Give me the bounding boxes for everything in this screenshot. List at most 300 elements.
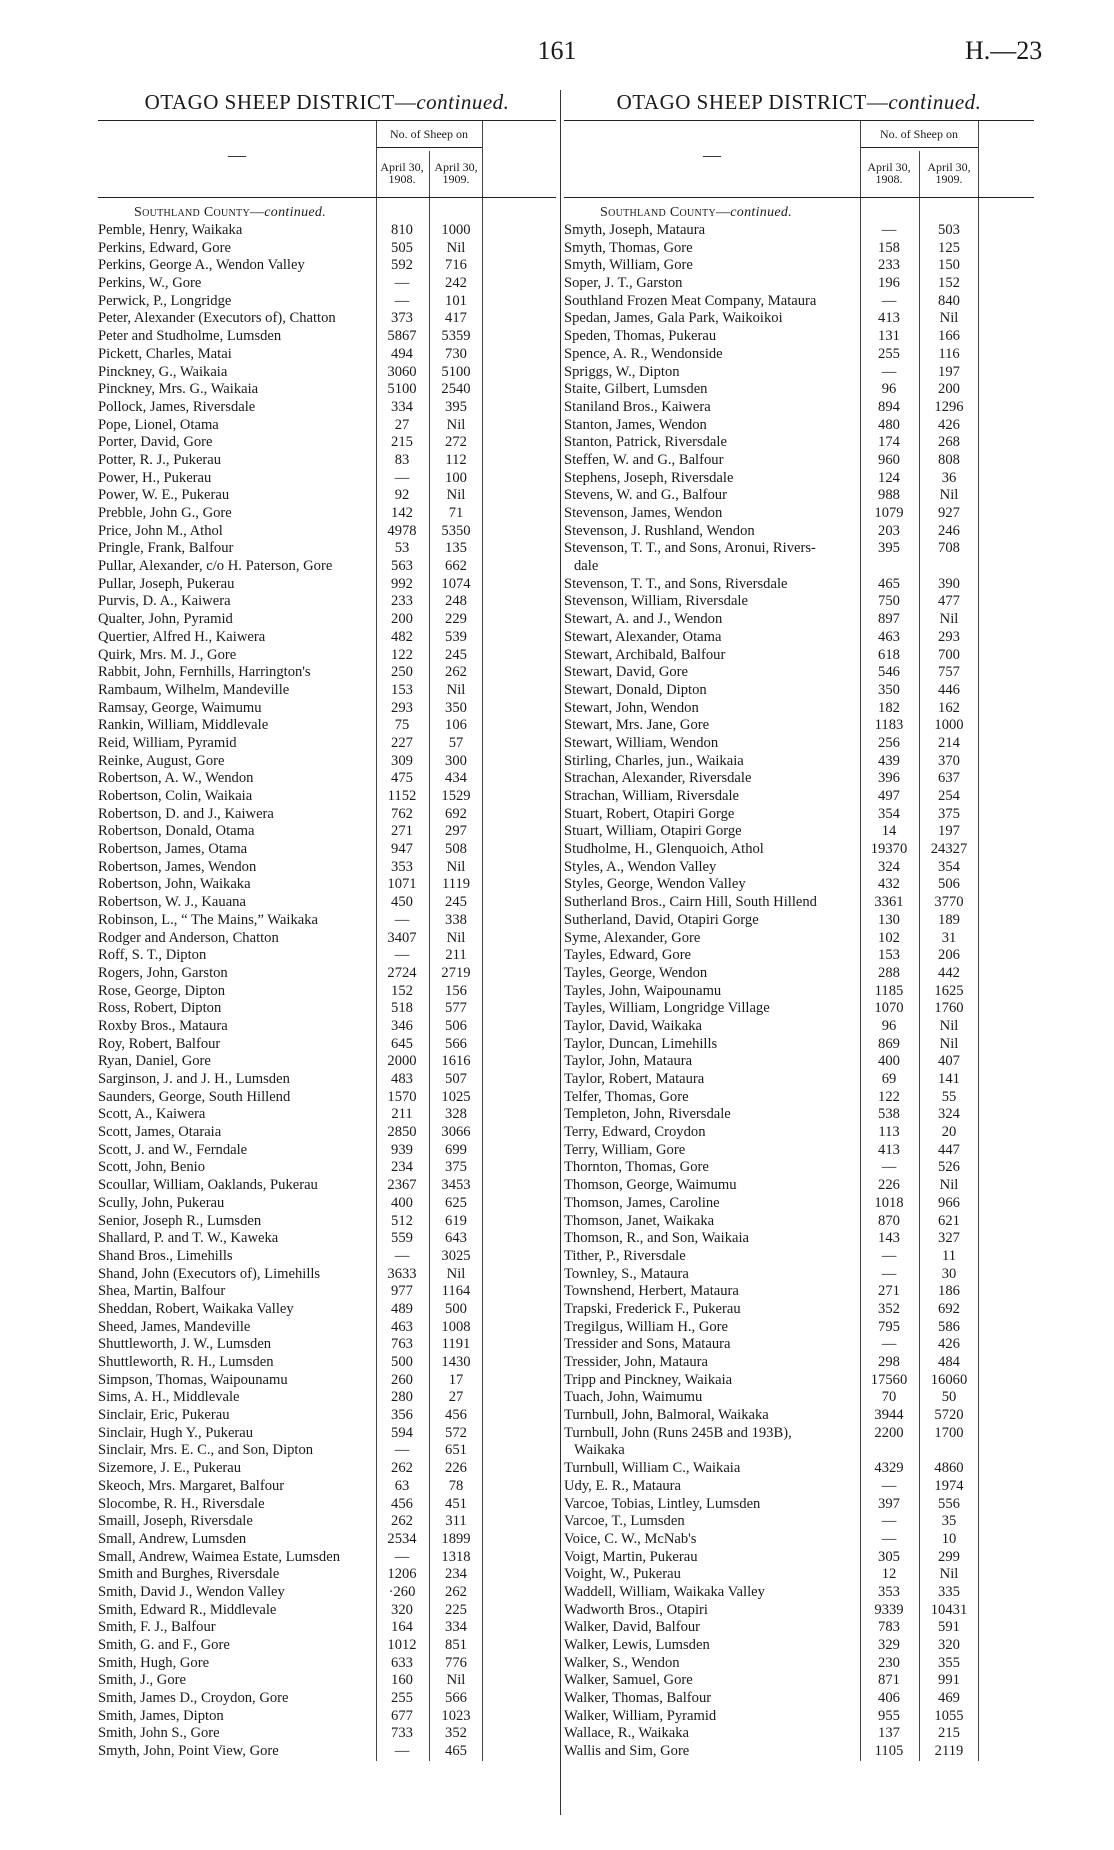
table-row (98, 364, 556, 382)
sheep-1909: 390 (938, 575, 960, 592)
sheep-1909: 3453 (441, 1177, 471, 1194)
sheep-1909: 328 (445, 1106, 467, 1123)
table-row (98, 876, 556, 894)
sheep-1908: 733 (391, 1725, 413, 1742)
table-row (98, 753, 556, 771)
table-row (564, 1496, 1034, 1514)
table-row (98, 470, 556, 488)
sheep-1909: 2540 (441, 381, 471, 398)
owner-name-line: Ryan, Daniel, Gore (98, 1053, 211, 1070)
table-row (98, 505, 556, 523)
sheep-1909: 446 (938, 681, 960, 698)
owner-name-line: Turnbull, John, Balmoral, Waikaka (564, 1407, 769, 1424)
table-row (98, 682, 556, 700)
table-row (98, 1584, 556, 1602)
owner-name (564, 1018, 860, 1036)
sheep-1908: 353 (391, 858, 413, 875)
owner-name-line: Sheed, James, Mandeville (98, 1318, 251, 1335)
owner-name-line: Perkins, Edward, Gore (98, 239, 231, 256)
owner-name-line: Tayles, John, Waipounamu (564, 982, 722, 999)
table-row (98, 1407, 556, 1425)
sheep-1908: 329 (878, 1637, 900, 1654)
table-row (564, 1672, 1034, 1690)
owner-name-line: Stevenson, T. T., and Sons, Riversdale (564, 575, 788, 592)
owner-name (564, 1602, 860, 1620)
owner-name (98, 328, 376, 346)
sheep-1908: 645 (391, 1035, 413, 1052)
owner-name (564, 1389, 860, 1407)
owner-name-line: Stewart, A. and J., Wendon (564, 611, 723, 628)
sheep-1909: 355 (938, 1654, 960, 1671)
owner-name-line: Walker, Lewis, Lumsden (564, 1637, 710, 1654)
owner-name (98, 1602, 376, 1620)
sheep-1908: 262 (391, 1513, 413, 1530)
sheep-1909: 692 (938, 1300, 960, 1317)
owner-name (98, 1018, 376, 1036)
sheep-1908: 354 (878, 805, 900, 822)
owner-name (98, 364, 376, 382)
sheep-1908: 309 (391, 752, 413, 769)
table-row (98, 1460, 556, 1478)
owner-name (564, 1106, 860, 1124)
sheep-1909: 619 (445, 1212, 467, 1229)
table-row (564, 364, 1034, 382)
sheep-1909: 506 (445, 1017, 467, 1034)
sheep-1908: — (881, 1530, 897, 1547)
owner-name-line: Rose, George, Dipton (98, 982, 226, 999)
sheep-1908: 346 (391, 1017, 413, 1034)
table-row (564, 1584, 1034, 1602)
owner-name-line: Potter, R. J., Pukerau (98, 451, 222, 468)
table-row (564, 1142, 1034, 1160)
sheep-1908: 153 (878, 947, 900, 964)
owner-name-line: Sutherland, David, Otapiri Gorge (564, 911, 759, 928)
owner-name-line: Steffen, W. and G., Balfour (564, 451, 724, 468)
sheep-1908: 353 (878, 1583, 900, 1600)
table-row (564, 1354, 1034, 1372)
table-row (98, 1036, 556, 1054)
table-row (98, 1053, 556, 1071)
sheep-1909: 625 (445, 1194, 467, 1211)
sheep-1909: 225 (445, 1601, 467, 1618)
sheep-1909: 335 (938, 1583, 960, 1600)
table-row (564, 1566, 1034, 1584)
table-row (98, 894, 556, 912)
sheep-1908: 512 (391, 1212, 413, 1229)
owner-name-line: Smith, David J., Wendon Valley (98, 1583, 285, 1600)
owner-name (98, 947, 376, 965)
owner-name (564, 1071, 860, 1089)
sheep-1909: 477 (938, 593, 960, 610)
owner-name-line: Robertson, John, Waikaka (98, 876, 251, 893)
sheep-1909: Nil (446, 416, 466, 433)
table-row (564, 629, 1034, 647)
sheep-1909: 24327 (930, 841, 968, 858)
sheep-1909: 469 (938, 1690, 960, 1707)
table-row (564, 1549, 1034, 1567)
owner-name-line: Shuttleworth, J. W., Lumsden (98, 1336, 272, 1353)
sheep-1908: 113 (878, 1124, 900, 1141)
owner-name-line: Styles, George, Wendon Valley (564, 876, 746, 893)
owner-name-line: Quertier, Alfred H., Kaiwera (98, 628, 266, 645)
sheep-1909: 643 (445, 1230, 467, 1247)
sheep-1908: 559 (391, 1230, 413, 1247)
sheep-1908: 538 (878, 1106, 900, 1123)
owner-name (98, 735, 376, 753)
sheep-1909: 417 (445, 310, 467, 327)
table-row (98, 1690, 556, 1708)
table-row (98, 1372, 556, 1390)
sheep-1908: 234 (391, 1159, 413, 1176)
sheep-1908: — (394, 1442, 410, 1459)
sheep-1908: 456 (391, 1495, 413, 1512)
sheep-1908: 255 (391, 1690, 413, 1707)
table-row (564, 1336, 1034, 1354)
table-row (98, 1142, 556, 1160)
sheep-1908: 400 (878, 1053, 900, 1070)
sheep-1909: 334 (445, 1619, 467, 1636)
owner-name-line: Qualter, John, Pyramid (98, 611, 233, 628)
owner-name-line: Pope, Lionel, Otama (98, 416, 219, 433)
table-row (98, 1549, 556, 1567)
table-row (564, 1602, 1034, 1620)
sheep-1909: Nil (446, 1265, 466, 1282)
owner-name-line: Simpson, Thomas, Waipounamu (98, 1371, 288, 1388)
owner-name-line: Quirk, Mrs. M. J., Gore (98, 646, 237, 663)
table-row (564, 1690, 1034, 1708)
sheep-1909: 1430 (441, 1354, 471, 1370)
sheep-1909: 20 (941, 1124, 957, 1141)
owner-name-line: Tuach, John, Waimumu (564, 1389, 703, 1406)
right-section-main: Southland County— (600, 205, 731, 220)
owner-name (564, 576, 860, 594)
sheep-1909: 1074 (441, 575, 471, 592)
sheep-1909: 197 (938, 363, 960, 380)
sheep-1908: 810 (391, 222, 413, 238)
sheep-1908: — (881, 1477, 897, 1494)
owner-name (564, 930, 860, 948)
owner-name-line: Smith and Burghes, Riversdale (98, 1566, 280, 1583)
table-row (98, 1195, 556, 1213)
owner-name-line: Voice, C. W., McNab's (564, 1530, 697, 1547)
owner-name-line: Studholme, H., Glenquoich, Athol (564, 841, 764, 858)
table-row (98, 1018, 556, 1036)
owner-name-line: Rabbit, John, Fernhills, Harrington's (98, 664, 311, 681)
owner-name (98, 859, 376, 877)
sheep-1908: 400 (391, 1194, 413, 1211)
owner-name (564, 647, 860, 665)
owner-name (564, 806, 860, 824)
owner-name (98, 611, 376, 629)
owner-name (564, 1619, 860, 1637)
owner-name-line: Sizemore, J. E., Pukerau (98, 1460, 242, 1477)
left-table-body (98, 198, 556, 1761)
sheep-1909: 591 (938, 1619, 960, 1636)
owner-name-line: Trapski, Frederick F., Pukerau (564, 1300, 741, 1317)
owner-name-line: Stanton, Patrick, Riversdale (564, 434, 727, 451)
table-row (98, 452, 556, 470)
owner-name (564, 310, 860, 328)
sheep-1909: 226 (445, 1460, 467, 1477)
owner-name (564, 717, 860, 735)
sheep-1908: 475 (391, 770, 413, 787)
owner-name-line: Senior, Joseph R., Lumsden (98, 1212, 262, 1229)
sheep-1909: 1899 (441, 1530, 471, 1547)
sheep-1909: 30 (941, 1265, 957, 1282)
owner-name-line: Peter and Studholme, Lumsden (98, 328, 282, 345)
owner-name (564, 523, 860, 541)
owner-name (98, 1655, 376, 1673)
owner-name-line: Scott, John, Benio (98, 1159, 206, 1176)
sheep-1908: 988 (878, 487, 900, 504)
owner-name-line: Stevenson, James, Wendon (564, 505, 723, 521)
sheep-1908: 563 (391, 558, 413, 575)
sheep-1909: 125 (938, 239, 960, 256)
table-row (98, 1389, 556, 1407)
owner-name (98, 257, 376, 275)
table-row (564, 965, 1034, 983)
owner-name (98, 983, 376, 1001)
sheep-1909: 4860 (934, 1460, 964, 1477)
sheep-1908: 1183 (874, 717, 904, 734)
sheep-1909: 234 (445, 1566, 467, 1583)
left-header-dash: — (228, 145, 246, 165)
owner-name (98, 770, 376, 788)
sheep-1908: 70 (881, 1389, 897, 1406)
owner-name (564, 841, 860, 859)
sheep-1908: 2200 (874, 1424, 904, 1441)
sheep-1908: 96 (881, 381, 897, 398)
owner-name (564, 1000, 860, 1018)
sheep-1908: — (394, 1743, 410, 1760)
table-row (98, 399, 556, 417)
sheep-1908: 5867 (387, 328, 417, 345)
sheep-1909: 456 (445, 1407, 467, 1424)
owner-name (564, 346, 860, 364)
owner-name-line: Stevenson, T. T., and Sons, Aronui, Rivers- (564, 540, 816, 557)
sheep-1909: Nil (939, 611, 959, 628)
table-row (564, 576, 1034, 594)
sheep-1909: 407 (938, 1053, 960, 1070)
owner-name (564, 876, 860, 894)
owner-name-line: Staite, Gilbert, Lumsden (564, 381, 708, 398)
owner-name (98, 1000, 376, 1018)
owner-name-line: Sutherland Bros., Cairn Hill, South Hillend (564, 894, 817, 911)
sheep-1909: 268 (938, 434, 960, 451)
sheep-1908: 3060 (387, 363, 417, 380)
owner-name (98, 381, 376, 399)
owner-name (98, 1372, 376, 1390)
owner-name (98, 523, 376, 541)
table-row (564, 434, 1034, 452)
sheep-1909: 1000 (441, 222, 471, 238)
table-row (564, 894, 1034, 912)
table-row (564, 1266, 1034, 1284)
owner-name-line: Ross, Robert, Dipton (98, 1000, 222, 1017)
owner-name (564, 1230, 860, 1248)
sheep-1909: Nil (446, 681, 466, 698)
owner-name-line: Stewart, William, Wendon (564, 734, 719, 751)
sheep-1908: 465 (878, 575, 900, 592)
owner-name-line: Perkins, George A., Wendon Valley (98, 257, 305, 274)
owner-name (564, 1531, 860, 1549)
owner-name (98, 1142, 376, 1160)
table-row (98, 487, 556, 505)
owner-name (98, 1354, 376, 1372)
owner-name-line: Price, John M., Athol (98, 522, 223, 539)
owner-name-line: Soper, J. T., Garston (564, 275, 683, 292)
left-title-cont: continued. (416, 90, 510, 114)
sheep-1909: 5720 (934, 1407, 964, 1424)
right-title-main: OTAGO SHEEP DISTRICT— (616, 90, 889, 114)
owner-name-line: Robertson, James, Otama (98, 841, 248, 858)
sheep-1908: 1079 (874, 505, 904, 521)
sheep-1908: 160 (391, 1672, 413, 1689)
table-row (564, 1319, 1034, 1337)
sheep-1908: 483 (391, 1071, 413, 1087)
owner-name-line: Spedan, James, Gala Park, Waikoikoi (564, 310, 783, 327)
owner-name (564, 487, 860, 505)
table-row (564, 1372, 1034, 1390)
owner-name-line: Smyth, Joseph, Mataura (564, 222, 706, 238)
owner-name (564, 1089, 860, 1107)
table-row (564, 753, 1034, 771)
table-row (564, 876, 1034, 894)
right-title-cont: continued. (888, 90, 982, 114)
sheep-1908: — (394, 911, 410, 928)
sheep-1909: 700 (938, 646, 960, 663)
column-divider (560, 90, 561, 1815)
sheep-1909: 1616 (441, 1053, 471, 1070)
sheep-1909: Nil (939, 310, 959, 327)
sheep-1909: 116 (938, 345, 960, 362)
sheep-1908: 1105 (874, 1743, 904, 1760)
owner-name-line: Power, H., Pukerau (98, 469, 212, 486)
sheep-1908: 1018 (874, 1194, 904, 1211)
owner-name-line: Syme, Alexander, Gore (564, 929, 701, 946)
table-row (564, 1000, 1034, 1018)
owner-name-line: Rodger and Anderson, Chatton (98, 929, 279, 946)
owner-name-line: Smyth, John, Point View, Gore (98, 1743, 279, 1760)
sheep-1909: 1529 (441, 788, 471, 804)
owner-name (98, 1213, 376, 1231)
table-row (564, 788, 1034, 806)
table-row (564, 240, 1034, 258)
sheep-1909: 16060 (930, 1371, 968, 1388)
sheep-1908: 130 (878, 911, 900, 928)
sheep-1909: 426 (938, 1336, 960, 1353)
owner-name (564, 1124, 860, 1142)
owner-name (564, 735, 860, 753)
table-row (98, 1354, 556, 1372)
owner-name-line: Waikaka (574, 1442, 625, 1459)
owner-name (98, 1690, 376, 1708)
sheep-1909: 197 (938, 823, 960, 840)
sheep-1908: 406 (878, 1690, 900, 1707)
table-row (564, 346, 1034, 364)
sheep-1909: 36 (941, 469, 957, 486)
table-row (564, 293, 1034, 311)
owner-name-line: Voight, W., Pukerau (564, 1566, 681, 1583)
owner-name-line: Sinclair, Hugh Y., Pukerau (98, 1424, 254, 1441)
owner-name (564, 753, 860, 771)
table-row (98, 310, 556, 328)
sheep-1908: 137 (878, 1725, 900, 1742)
sheep-1908: 196 (878, 275, 900, 292)
sheep-1909: 248 (445, 593, 467, 610)
sheep-1909: 214 (938, 734, 960, 751)
sheep-1909: 152 (938, 275, 960, 292)
sheep-1909: Nil (939, 1017, 959, 1034)
owner-name (98, 1389, 376, 1407)
sheep-1909: 566 (445, 1690, 467, 1707)
table-row (564, 1089, 1034, 1107)
owner-name (98, 1566, 376, 1584)
owner-name-line: Tayles, Edward, Gore (564, 947, 692, 964)
sheep-1909: 566 (445, 1035, 467, 1052)
sheep-1909: 35 (941, 1513, 957, 1530)
owner-name (98, 310, 376, 328)
owner-name-line: Slocombe, R. H., Riversdale (98, 1495, 265, 1512)
sheep-1908: 2000 (387, 1053, 417, 1070)
sheep-1909: 621 (938, 1212, 960, 1229)
sheep-1909: 1164 (441, 1283, 471, 1300)
owner-name (564, 859, 860, 877)
owner-name-line: Walker, Thomas, Balfour (564, 1690, 712, 1707)
sheep-1909: 262 (445, 1583, 467, 1600)
owner-name-line: Stanton, James, Wendon (564, 416, 707, 433)
table-row (564, 1513, 1034, 1531)
table-row (98, 381, 556, 399)
owner-name-line: Tressider, John, Mataura (564, 1354, 708, 1371)
table-row (564, 1230, 1034, 1248)
sheep-1908: ·260 (388, 1583, 416, 1600)
sheep-1908: 1206 (387, 1566, 417, 1583)
sheep-1908: 334 (391, 398, 413, 415)
table-row (98, 275, 556, 293)
table-row (564, 1655, 1034, 1673)
table-row (564, 1743, 1034, 1761)
owner-name (98, 346, 376, 364)
sheep-1908: — (881, 1513, 897, 1530)
left-title (98, 90, 556, 120)
table-row (564, 717, 1034, 735)
table-row (98, 523, 556, 541)
table-row (98, 735, 556, 753)
owner-name-line: Robinson, L., “ The Mains,” Waikaka (98, 911, 318, 928)
table-row (564, 1531, 1034, 1549)
sheep-1908: 19370 (870, 841, 908, 858)
sheep-1908: 211 (391, 1106, 413, 1123)
sheep-1909: 506 (938, 876, 960, 893)
table-row (98, 947, 556, 965)
sheep-1909: 426 (938, 416, 960, 433)
owner-name (98, 965, 376, 983)
sheep-1909: 135 (445, 540, 467, 557)
owner-name-line: Staniland Bros., Kaiwera (564, 398, 711, 415)
owner-name (98, 1478, 376, 1496)
sheep-1908: 4978 (387, 522, 417, 539)
owner-name (98, 1089, 376, 1107)
sheep-1908: 992 (391, 575, 413, 592)
table-row (98, 770, 556, 788)
owner-name (564, 1372, 860, 1390)
owner-name-line: Pickett, Charles, Matai (98, 345, 232, 362)
owner-name-line: Perwick, P., Longridge (98, 292, 232, 309)
right-header-col2: April 30, 1909. (927, 160, 971, 186)
owner-name-line: Smith, Edward R., Middlevale (98, 1601, 277, 1618)
owner-name-line: Voigt, Martin, Pukerau (564, 1548, 698, 1565)
